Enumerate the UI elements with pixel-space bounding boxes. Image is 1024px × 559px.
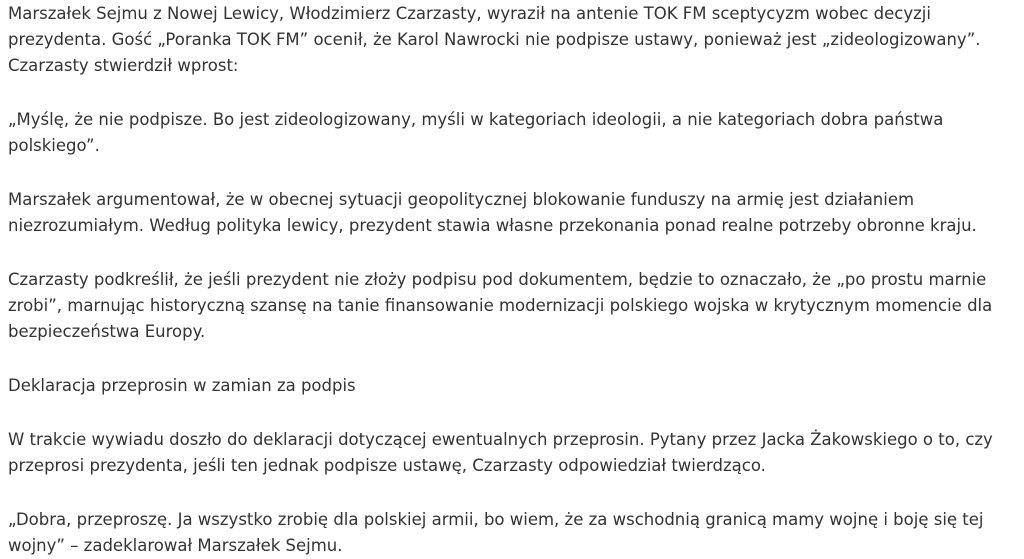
paragraph-argument: Marszałek argumentował, że w obecnej sytuacji geopolitycznej blokowanie funduszy na armię jest działaniem niezrozumiałym. Według polityka lewicy, prezydent stawia własne przekonania ponad realne potrzeby obronne kraju. <box>8 190 977 235</box>
paragraph-interview: W trakcie wywiadu doszło do deklaracji dotyczącej ewentualnych przeprosin. Pytany przez Jacka Żakowskiego o to, czy przeprosi prezydenta, jeśli ten jednak podpisze ustawę, Czarzasty odpowiedział twierdząco. <box>8 430 993 475</box>
quote-first: „Myślę, że nie podpisze. Bo jest zideologizowany, myśli w kategoriach ideologii, a nie kategoriach dobra państwa polskiego”. <box>8 110 944 155</box>
paragraph-intro: Marszałek Sejmu z Nowej Lewicy, Włodzimierz Czarzasty, wyraził na antenie TOK FM sceptycyzm wobec decyzji prezydenta. Gość „Poranka TOK FM” ocenił, że Karol Nawrocki nie podpisze ustawy, ponieważ jest „zideologizowany”. Czarzasty stwierdził wprost: <box>8 4 981 75</box>
section-heading: Deklaracja przeprosin w zamian za podpis <box>8 376 356 395</box>
quote-final: „Dobra, przeproszę. Ja wszystko zrobię dla polskiej armii, bo wiem, że za wschodnią granicą mamy wojnę i boję się tej wojny” – zadeklarował Marszałek Sejmu. <box>8 510 984 555</box>
paragraph-emphasis: Czarzasty podkreślił, że jeśli prezydent nie złoży podpisu pod dokumentem, będzie to oznaczało, że „po prostu marnie zrobi”, marnując historyczną szansę na tanie finansowanie modernizacji polskiego wojska w krytycznym momencie dla bezpieczeństwa Europy. <box>8 270 993 341</box>
